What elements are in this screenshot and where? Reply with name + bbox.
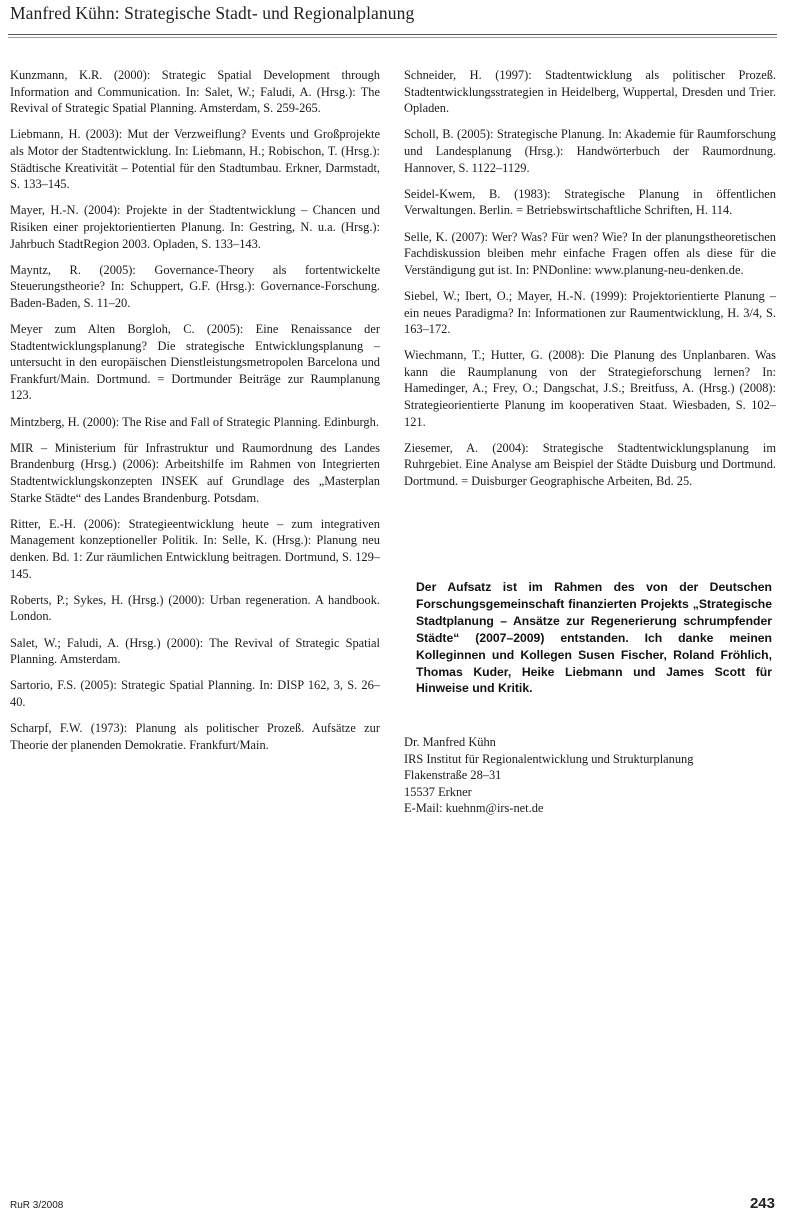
reference-entry: Wiechmann, T.; Hutter, G. (2008): Die Planung des Unplanbaren. Was kann die Raumplanung von der Strategieforschung lernen? In: Hamedinger, A.; Frey, O.; Dangschat, J.S.; Breitfuss, A. (Hrsg.) (2008): Strategieorientierte Planung im kooperativen Staat. Wiesbaden, S. 102–121. <box>404 348 776 429</box>
reference-entry: Kunzmann, K.R. (2000): Strategic Spatial Development through Information and Communication. In: Salet, W.; Faludi, A. (Hrsg.): The Revival of Strategic Spatial Planning. Amsterdam, S. 259-265. <box>10 68 380 116</box>
reference-entry: Meyer zum Alten Borgloh, C. (2005): Eine Renaissance der Stadtentwicklungsplanung? Die strategische Entwicklungsplanung – untersucht in den europäischen Dienstleistungsmetropolen Barcelona und Frankfurt/Main. Dortmund. = Dortmunder Beiträge zur Raumplanung 123. <box>10 322 380 403</box>
reference-entry: Sartorio, F.S. (2005): Strategic Spatial Planning. In: DISP 162, 3, S. 26–40. <box>10 678 380 709</box>
reference-entry: Mayer, H.-N. (2004): Projekte in der Stadtentwicklung – Chancen und Risiken einer projektorientierten Planung. In: Gestring, N. u.a. (Hrsg.): Jahrbuch StadtRegion 2003. Opladen, S. 133–143. <box>10 203 380 251</box>
page-number: 243 <box>749 1195 775 1212</box>
reference-entry: Schneider, H. (1997): Stadtentwicklung als politischer Prozeß. Stadtentwicklungsstrategien in Heidelberg, Wuppertal, Dresden und Trier. Opladen. <box>404 68 776 116</box>
author-institute: IRS Institut für Regionalentwicklung und Strukturplanung <box>404 751 694 766</box>
reference-entry: Scholl, B. (2005): Strategische Planung. In: Akademie für Raumforschung und Landesplanung (Hrsg.): Handwörterbuch der Raumordnung. Hannover, S. 1122–1129. <box>404 127 776 175</box>
reference-entry: Selle, K. (2007): Wer? Was? Für wen? Wie? In der planungstheoretischen Fachdiskussion bleiben mehr einfache Fragen offen als diese für die Verständigung gut ist. In: PNDonline: www.planung-neu-denken.de. <box>404 229 776 277</box>
reference-entry: Seidel-Kwem, B. (1983): Strategische Planung in öffentlichen Verwaltungen. Berlin. = Betriebswirtschaftliche Schriften, H. 114. <box>404 186 776 218</box>
author-email: E-Mail: kuehnm@irs-net.de <box>404 801 544 815</box>
running-header: Manfred Kühn: Strategische Stadt- und Regionalplanung <box>10 3 415 23</box>
reference-entry: Mayntz, R. (2005): Governance-Theory als fortentwickelte Steuerungstheorie? In: Schuppert, G.F. (Hrsg.): Governance-Forschung. Baden-Baden, S. 11–20. <box>10 262 380 310</box>
header-rule-secondary <box>8 37 777 38</box>
reference-entry: Salet, W.; Faludi, A. (Hrsg.) (2000): The Revival of Strategic Spatial Planning. Amsterdam. <box>10 635 380 667</box>
reference-entry: Scharpf, F.W. (1973): Planung als politischer Prozeß. Aufsätze zur Theorie der planenden Demokratie. Frankfurt/Main. <box>10 721 380 752</box>
author-address <box>404 734 776 817</box>
author-city: 15537 Erkner <box>404 784 472 799</box>
reference-entry: Liebmann, H. (2003): Mut der Verzweiflung? Events und Großprojekte als Motor der Stadtentwicklung. In: Liebmann, H.; Robischon, T. (Hrsg.): Städtische Kreativität – Potential für den Stadtumbau. Erkner, Darmstadt, S. 133–145. <box>10 127 380 192</box>
reference-entry: Ziesemer, A. (2004): Strategische Stadtentwicklungsplanung im Ruhrgebiet. Eine Analyse am Beispiel der Städte Duisburg und Dortmund. Dortmund. = Duisburger Geographische Arbeiten, Bd. 25. <box>404 440 776 489</box>
reference-entry: Siebel, W.; Ibert, O.; Mayer, H.-N. (1999): Projektorientierte Planung – ein neues Paradigma? In: Informationen zur Raumentwicklung, H. 3/4, S. 163–172. <box>404 288 776 337</box>
acknowledgement-note: Der Aufsatz ist im Rahmen des von der Deutschen Forschungsgemeinschaft finanzierten Projekts „Strategische Stadtplanung – Ansätze zur Regenerierung schrumpfender Städte“ (2007–2009) entstanden. Ich danke meinen Kolleginnen und Kollegen Susen Fischer, Roland Fröhlich, Thomas Kuder, Heike Liebmann und James Scott für Hinweise und Kritik. <box>416 580 772 696</box>
reference-entry: MIR – Ministerium für Infrastruktur und Raumordnung des Landes Brandenburg (Hrsg.) (2006): Arbeitshilfe im Rahmen von Integrierten Stadtentwicklungskonzepten INSEK auf Grundlage des „Masterplan Starke Städte“ des Landes Brandenburg. Potsdam. <box>10 440 380 505</box>
references-left-column <box>10 67 380 763</box>
reference-entry: Mintzberg, H. (2000): The Rise and Fall of Strategic Planning. Edinburgh. <box>10 414 379 429</box>
journal-issue: RuR 3/2008 <box>10 1200 64 1211</box>
reference-entry: Roberts, P.; Sykes, H. (Hrsg.) (2000): Urban regeneration. A handbook. London. <box>10 592 380 624</box>
header-rule <box>8 34 777 35</box>
references-right-column <box>404 67 776 499</box>
author-name: Dr. Manfred Kühn <box>404 735 496 749</box>
author-street: Flakenstraße 28–31 <box>404 768 502 782</box>
reference-entry: Ritter, E.-H. (2006): Strategieentwicklung heute – zum integrativen Management konzeptioneller Politik. In: Selle, K. (Hrsg.): Planung neu denken. Bd. 1: Zur räumlichen Entwicklung beitragen. Dortmund, S. 129–145. <box>10 516 380 581</box>
